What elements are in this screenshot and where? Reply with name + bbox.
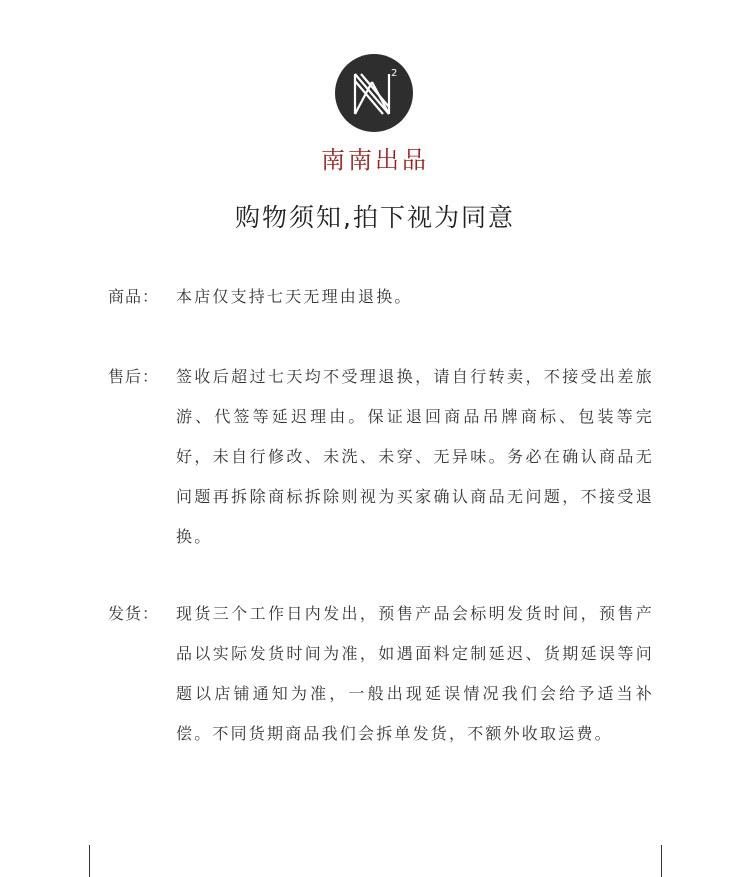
brand-logo — [335, 54, 413, 132]
svg-text:2: 2 — [391, 68, 398, 79]
brand-name: 南南出品 — [321, 146, 429, 174]
section-label: 售后： — [108, 367, 160, 386]
section-label: 商品： — [108, 287, 160, 306]
section-label: 发货： — [108, 604, 160, 623]
n-squared-logo-icon — [335, 54, 413, 132]
section-text: 签收后超过七天均不受理退换，请自行转卖，不接受出差旅游、代签等延迟理由。保证退回商品吊牌商标、包装等完好，未自行修改、未洗、未穿、无异味。务必在确认商品无问题再拆除商标拆除则视为买家确认商品无问题，不接受退换。 — [176, 367, 654, 546]
right-border-line — [661, 845, 662, 877]
page-title: 购物须知,拍下视为同意 — [235, 203, 515, 232]
section-text: 现货三个工作日内发出，预售产品会标明发货时间，预售产品以实际发货时间为准，如遇面料定制延迟、货期延误等问题以店铺通知为准，一般出现延误情况我们会给予适当补偿。不同货期商品我们会拆单发货，不额外收取运费。 — [176, 604, 654, 743]
section-text: 本店仅支持七天无理由退换。 — [176, 287, 413, 306]
left-border-line — [89, 845, 90, 877]
